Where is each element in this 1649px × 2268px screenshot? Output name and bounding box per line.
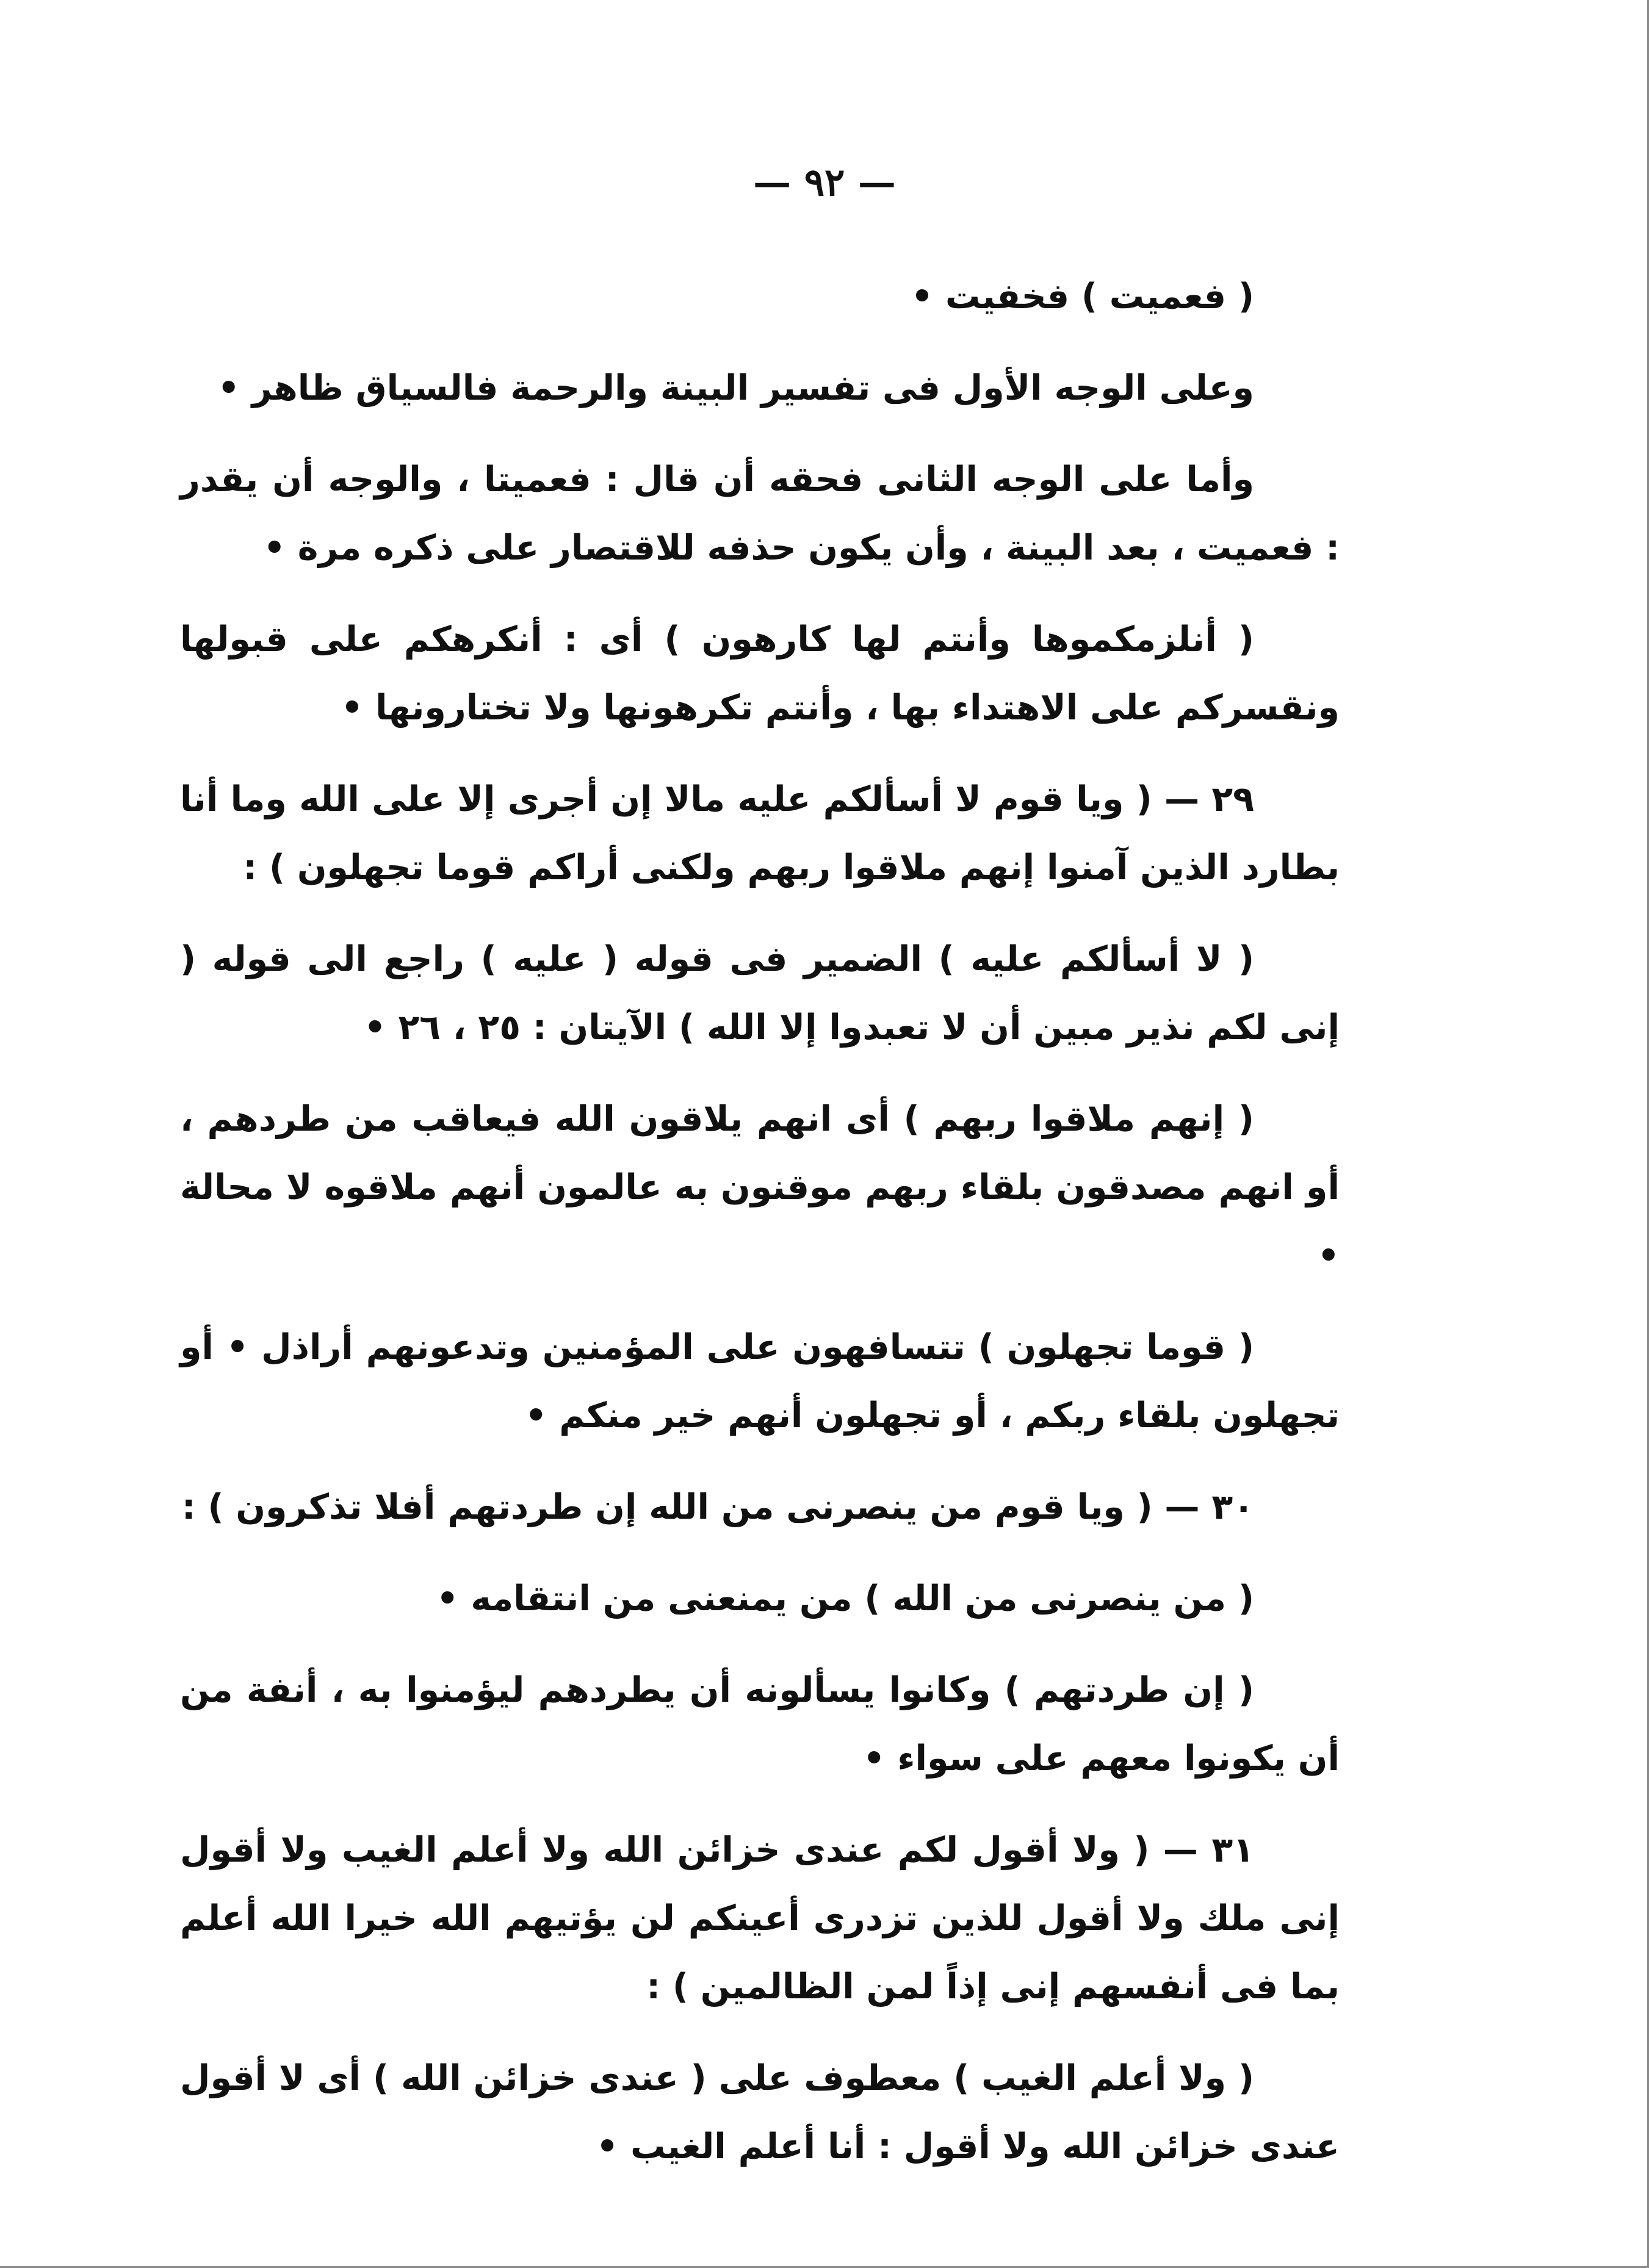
paragraph: وعلى الوجه الأول فى تفسير البينة والرحمة فالسياق ظاهر •: [217, 368, 1254, 408]
paragraph: ( لا أسألكم عليه ) الضمير فى قوله ( عليه ) راجع الى قوله ( إنى لكم نذير مبين أن لا تعبدوا إلا الله ) الآيتان : ٢٥ ، ٢٦ •: [180, 939, 1340, 1048]
paragraph: ( من ينصرنى من الله ) من يمنعنى من انتقامه •: [436, 1579, 1254, 1619]
paragraph: ٣٠ — ( ويا قوم من ينصرنى من الله إن طردتهم أفلا تذكرون ) :: [181, 1487, 1254, 1527]
body-text: [180, 262, 1340, 2204]
paragraph: ( قوما تجهلون ) تتسافهون على المؤمنين وتدعونهم أراذل • أو تجهلون بلقاء ربكم ، أو تجهلون أنهم خير منكم •: [180, 1327, 1340, 1436]
paragraph: ( أنلزمكموها وأنتم لها كارهون ) أى : أنكرهكم على قبولها ونقسركم على الاهتداء بها ، وأنتم تكرهونها ولا تختارونها •: [180, 619, 1340, 728]
paragraph: ( إن طردتهم ) وكانوا يسألونه أن يطردهم ليؤمنوا به ، أنفة من أن يكونوا معهم على سواء •: [180, 1670, 1340, 1779]
paragraph: ( ولا أعلم الغيب ) معطوف على ( عندى خزائن الله ) أى لا أقول عندى خزائن الله ولا أقول : أنا أعلم الغيب •: [180, 2058, 1340, 2167]
paragraph: ٢٩ — ( ويا قوم لا أسألكم عليه مالا إن أجرى إلا على الله وما أنا بطارد الذين آمنوا إنهم ملاقوا ربهم ولكنى أراكم قوما تجهلون ) :: [180, 779, 1340, 888]
page-number: — ٩٢ —: [753, 160, 896, 204]
paragraph: ٣١ — ( ولا أقول لكم عندى خزائن الله ولا أعلم الغيب ولا أقول إنى ملك ولا أقول للذين تزدرى أعينكم لن يؤتيهم الله خيرا الله أعلم بما فى أنفسهم إنى إذاً لمن الظالمين ) :: [180, 1830, 1340, 2007]
paragraph: ( إنهم ملاقوا ربهم ) أى انهم يلاقون الله فيعاقب من طردهم ، أو انهم مصدقون بلقاء ربهم موقنون به عالمون أنهم ملاقوه لا محالة •: [180, 1099, 1340, 1276]
paragraph: ( فعميت ) فخفيت •: [911, 276, 1254, 317]
paragraph: وأما على الوجه الثانى فحقه أن قال : فعميتا ، والوجه أن يقدر : فعميت ، بعد البينة ، وأن يكون حذفه للاقتصار على ذكره مرة •: [180, 459, 1340, 568]
